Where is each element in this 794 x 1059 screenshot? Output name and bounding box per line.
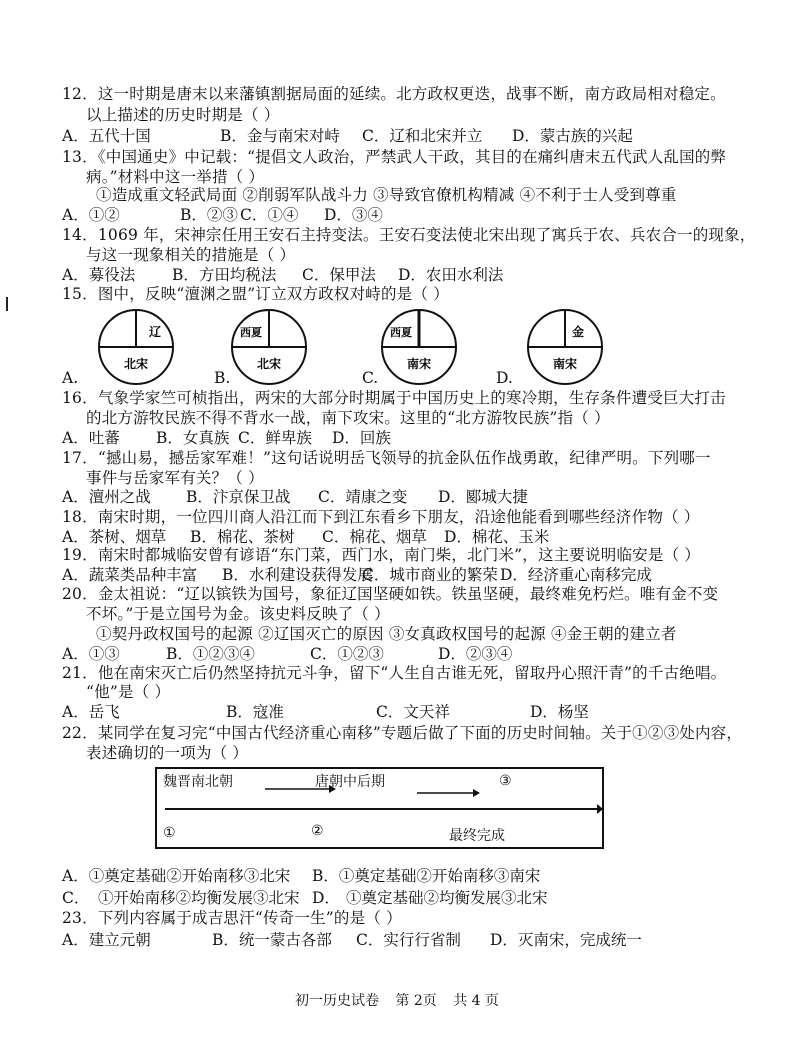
q12-option-d: D．蒙古族的兴起	[512, 127, 633, 145]
q22-stem-line2: 表述确切的一项为（ ）	[86, 744, 249, 762]
q16-option-a: A．吐蕃	[62, 429, 120, 447]
q21-stem-line1: 21．他在南宋灭亡后仍然坚持抗元斗争，留下“人生自古谁无死，留取丹心照汗青”的千古绝唱。	[62, 664, 727, 682]
footer-total: 共 4 页	[453, 993, 500, 1009]
q17-option-a: A．澶州之战	[62, 488, 151, 506]
margin-mark	[6, 297, 8, 311]
q22-stem-line1: 22．某同学在复习完“中国古代经济重心南移”专题后做了下面的历史时间轴。关于①②③处内容，	[62, 724, 743, 742]
footer-subject: 初一历史试卷	[294, 993, 379, 1009]
q22-timeline-mark3: ③	[499, 773, 512, 789]
q23-option-a: A．建立元朝	[62, 931, 151, 949]
q13-option-d: D．③④	[324, 206, 383, 224]
q15-d-top-label: 金	[571, 325, 585, 339]
q21-option-a: A．岳飞	[62, 703, 120, 721]
q19-option-d: D．经济重心南移完成	[500, 566, 652, 584]
q15-option-b: B.	[214, 369, 231, 387]
q13-option-a: A．①②	[62, 206, 120, 224]
q14-option-d: D．农田水利法	[398, 266, 504, 284]
q17-option-d: D．郾城大捷	[438, 488, 528, 506]
q20-items: ①契丹政权国号的起源 ②辽国灭亡的原因 ③女真政权国号的起源 ④金王朝的建立者	[96, 625, 677, 643]
q17-stem-line1: 17．“撼山易，撼岳家军难！”这句话说明岳飞领导的抗金队伍作战勇敢，纪律严明。下列哪一	[62, 449, 711, 467]
q20-stem-line1: 20．金太祖说：“辽以镔铁为国号，象征辽国坚硬如铁。铁虽坚硬，最终难免朽烂。唯有金不变	[62, 585, 719, 603]
q20-option-d: D．②③④	[438, 645, 513, 663]
q23-option-c: C．实行行省制	[356, 931, 461, 949]
q14-option-c: C．保甲法	[302, 266, 376, 284]
q18-option-c: C．棉花、烟草	[322, 528, 427, 546]
q15-diagram-b	[230, 308, 308, 386]
q15-option-d: D.	[496, 369, 513, 387]
q22-option-c-letter: C．	[62, 889, 90, 907]
q21-option-c: C．文天祥	[376, 703, 450, 721]
q16-stem-line2: 的北方游牧民族不得不背水一战，南下攻宋。这里的“北方游牧民族”指（ ）	[86, 409, 610, 427]
q22-option-c: ①开始南移②均衡发展③北宋	[98, 889, 300, 907]
q22-timeline	[155, 767, 604, 849]
q18-option-d: D．棉花、玉米	[444, 528, 550, 546]
q22-timeline-label1: 魏晋南北朝	[163, 774, 233, 790]
q17-stem-line2: 事件与岳家军有关？（ ）	[86, 469, 264, 487]
q23-option-d: D．灭南宋，完成统一	[490, 931, 642, 949]
q21-option-d: D．杨坚	[530, 703, 589, 721]
q13-option-b: B．②③	[180, 206, 238, 224]
q20-option-b: B．①②③④	[166, 645, 255, 663]
q19-option-a: A．蔬菜类品种丰富	[62, 566, 198, 584]
q15-diagram-a	[97, 308, 175, 386]
q13-option-c: C．①④	[240, 206, 299, 224]
q22-timeline-mark2: ②	[311, 823, 324, 839]
q16-option-c: C．鲜卑族	[238, 429, 312, 447]
q22-option-b: B．①奠定基础②开始南移③南宋	[312, 867, 541, 885]
q22-timeline-label-end: 最终完成	[449, 828, 505, 844]
q18-stem: 18．南宋时期，一位四川商人沿江而下到江东看乡下朋友，沿途他能看到哪些经济作物（ ）	[62, 508, 700, 526]
q15-diagram-d	[526, 308, 604, 386]
q15-option-c: C.	[362, 369, 379, 387]
q12-option-c: C．辽和北宋并立	[362, 127, 483, 145]
q22-option-a: A．①奠定基础②开始南移③北宋	[62, 867, 291, 885]
q12-option-b: B．金与南宋对峙	[220, 127, 340, 145]
q20-stem-line2: 不坏。”于是立国号为金。该史料反映了（ ）	[86, 605, 390, 623]
q22-option-d-letter: D．	[312, 889, 340, 907]
q13-stem-line2: 病。”材料中这一举措（ ）	[86, 168, 265, 186]
q12-stem-line2: 以上描述的历史时期是（ ）	[86, 106, 280, 124]
q15-stem: 15．图中，反映“澶渊之盟”订立双方政权对峙的是（ ）	[62, 285, 449, 303]
q13-stem-line1: 13．《中国通史》中记载：“提倡文人政治，严禁武人干政，其目的在痛纠唐末五代武人乱国的弊	[62, 148, 727, 166]
q20-option-a: A．①③	[62, 645, 120, 663]
page-footer	[0, 990, 794, 1010]
q19-option-c: C．城市商业的繁荣	[362, 566, 498, 584]
q12-stem-line1: 12．这一时期是唐末以来藩镇割据局面的延续。北方政权更迭，战事不断，南方政局相对稳定。	[62, 85, 726, 103]
q15-c-top-label: 西夏	[390, 326, 412, 339]
q18-option-a: A．茶树、烟草	[62, 528, 167, 546]
q19-stem: 19．南宋时都城临安曾有谚语“东门菜，西门水，南门柴，北门米”，这主要说明临安是（ ）	[62, 546, 701, 564]
q17-option-c: C．靖康之变	[318, 488, 408, 506]
q14-option-a: A．募役法	[62, 266, 136, 284]
q22-timeline-label2: 唐朝中后期	[315, 774, 385, 790]
q16-option-b: B．女真族	[156, 429, 230, 447]
q15-b-top-label: 西夏	[240, 326, 262, 339]
q23-option-b: B．统一蒙古各部	[212, 931, 332, 949]
q15-diagram-c	[380, 308, 458, 386]
q15-d-bottom-label: 南宋	[552, 357, 578, 371]
q12-option-a: A．五代十国	[62, 127, 151, 145]
q21-stem-line2: “他”是（ ）	[86, 683, 171, 701]
q22-option-d: ①奠定基础②均衡发展③北宋	[346, 889, 548, 907]
q13-items: ①造成重文轻武局面 ②削弱军队战斗力 ③导致官僚机构精减 ④不利于士人受到尊重	[96, 186, 677, 204]
q14-stem-line1: 14．1069 年，宋神宗任用王安石主持变法。王安石变法使北宋出现了寓兵于农、兵农合一的现象，	[62, 226, 756, 244]
q15-option-a: A.	[62, 369, 79, 387]
q22-timeline-mark1: ①	[163, 825, 176, 841]
q18-option-b: B．棉花、茶树	[190, 528, 295, 546]
q15-a-top-label: 辽	[148, 325, 162, 339]
q16-stem-line1: 16．气象学家竺可桢指出，两宋的大部分时期属于中国历史上的寒冷期，生存条件遭受巨大打击	[62, 389, 726, 407]
q15-c-bottom-label: 南宋	[406, 357, 432, 371]
q15-b-bottom-label: 北宋	[256, 357, 282, 371]
q15-a-bottom-label: 北宋	[123, 357, 149, 371]
q20-option-c: C．①②③	[310, 645, 384, 663]
footer-page: 第 2页	[395, 993, 437, 1009]
q23-stem: 23．下列内容属于成吉思汗“传奇一生”的是（ ）	[62, 909, 402, 927]
q17-option-b: B．汴京保卫战	[186, 488, 291, 506]
q14-stem-line2: 与这一现象相关的措施是（ ）	[86, 246, 296, 264]
q16-option-d: D．回族	[332, 429, 391, 447]
q21-option-b: B．寇准	[226, 703, 284, 721]
q14-option-b: B．方田均税法	[172, 266, 277, 284]
q19-option-b: B．水利建设获得发展	[222, 566, 373, 584]
